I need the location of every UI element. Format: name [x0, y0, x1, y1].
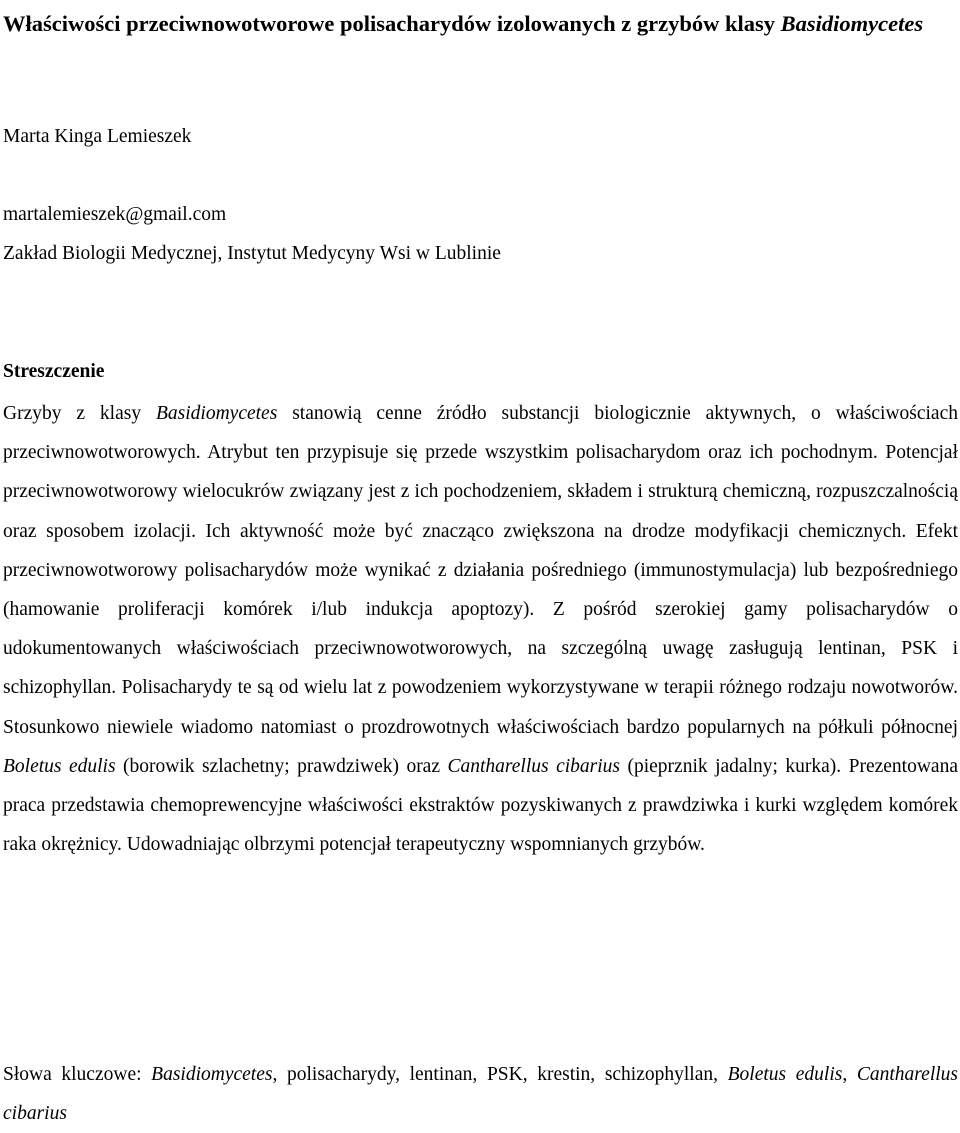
keywords-text: , [842, 1064, 857, 1085]
keyword-species: Cantharellus cibarius [3, 1064, 958, 1124]
abstract-heading: Streszczenie [3, 361, 105, 382]
author-name: Marta Kinga Lemieszek [3, 126, 192, 147]
title-main: Właściwości przeciwnowotworowe polisacharydów izolowanych z grzybów klasy [3, 11, 776, 36]
keyword-species: Boletus edulis [727, 1064, 843, 1085]
author-email: martalemieszek@gmail.com [3, 204, 227, 225]
keyword-taxon: Basidiomycetes [151, 1064, 273, 1085]
author-affiliation: Zakład Biologii Medycznej, Instytut Medycyny Wsi w Lublinie [3, 243, 501, 264]
abstract-text: (borowik szlachetny; prawdziwek) oraz [115, 755, 448, 777]
keywords-text: , polisacharydy, lentinan, PSK, krestin, schizophyllan, [272, 1064, 728, 1085]
abstract-text: stanowią cenne źródło substancji biologicznie aktywnych, o właściwościach przeciwnowotworowych. Atrybut ten przypisuje się przede wszystkim polisacharydom oraz ich pochodnym. Potencjał przeciwnowotworowy wielocukrów związany jest z ich pochodzeniem, składem i strukturą chemiczną, rozpuszczalnością oraz sposobem izolacji. Ich aktywność może być znacząco zwiększona na drodze modyfikacji chemicznych. Efekt przeciwnowotworowy polisacharydów może wynikać z działania pośredniego (immunostymulacja) lub bezpośredniego (hamowanie proliferacji komórek i/lub indukcja apoptozy). Z pośród szerokiej gamy polisacharydów o udokumentowanych właściwościach przeciwnowotworowych, na szczególną uwagę zasługują lentinan, PSK i schizophyllan. Polisacharydy te są od wielu lat z powodzeniem wykorzystywane w terapii różnego rodzaju nowotworów. Stosunkowo niewiele wiadomo natomiast o prozdrowotnych właściwościach bardzo popularnych na półkuli północnej [3, 403, 958, 738]
abstract-species: Boletus edulis [3, 755, 116, 777]
title-taxon: Basidiomycetes [780, 11, 924, 36]
abstract-body [3, 394, 958, 864]
paper-title [3, 2, 958, 45]
abstract-text: Grzyby z klasy [3, 403, 156, 424]
abstract-taxon: Basidiomycetes [156, 403, 278, 424]
keywords [3, 1055, 958, 1133]
abstract-text: (pieprznik jadalny; kurka). Prezentowana praca przedstawia chemoprewencyjne właściwości ekstraktów pozyskiwanych z prawdziwka i kurki względem komórek raka okrężnicy. Udowadniając olbrzymi potencjał terapeutyczny wspomnianych grzybów. [3, 755, 958, 856]
abstract-species: Cantharellus cibarius [447, 755, 620, 777]
keywords-label: Słowa kluczowe: [3, 1064, 152, 1085]
